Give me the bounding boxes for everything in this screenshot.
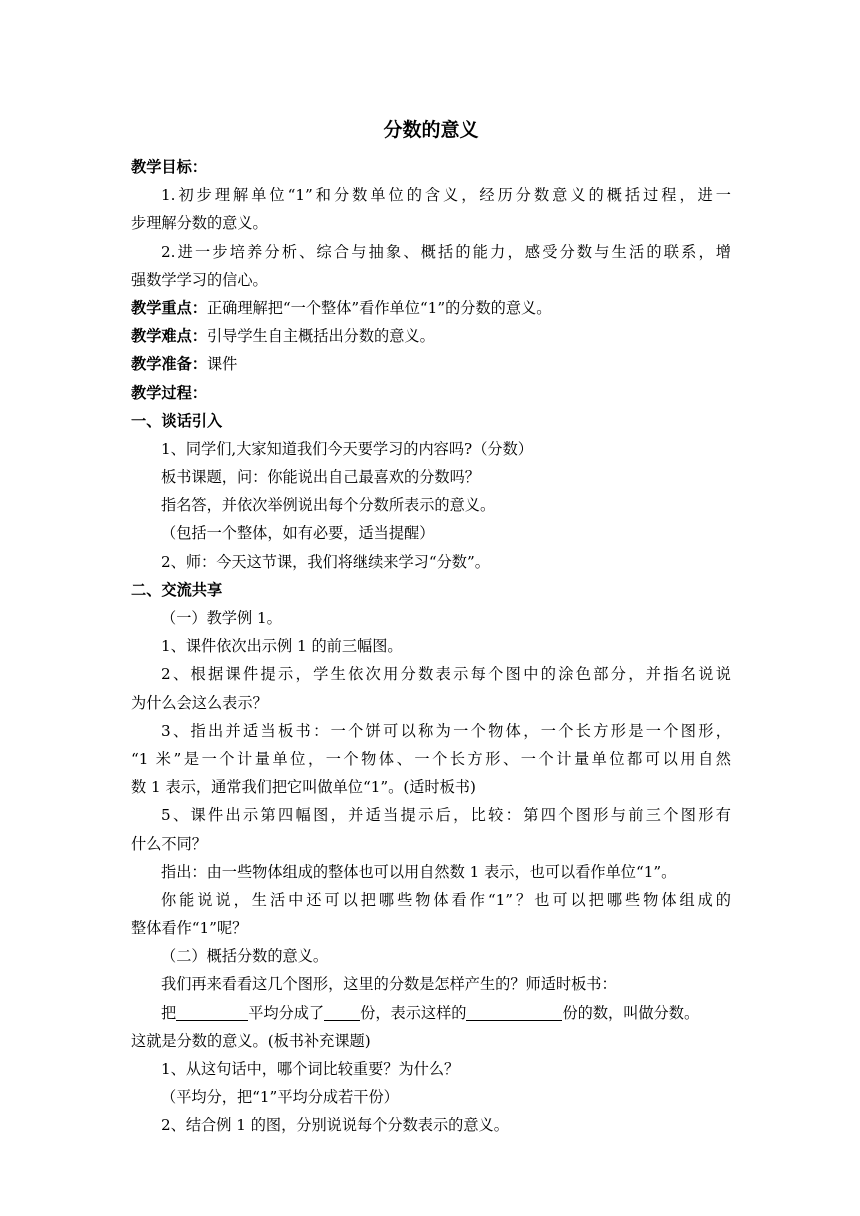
- section1-heading: 一、谈话引入: [131, 411, 223, 430]
- s1-paragraph1: 1、同学们,大家知道我们今天要学习的内容吗?（分数）: [161, 439, 533, 458]
- section2-heading: 二、交流共享: [131, 580, 223, 599]
- process-heading: [131, 379, 731, 407]
- blank-2: [324, 1002, 360, 1021]
- difficulty-label: 教学难点：: [131, 327, 207, 346]
- fill-text-d: 份的数，叫做分数。: [562, 1003, 700, 1022]
- fill-text-c: 份，表示这样的: [360, 1003, 467, 1022]
- prep-text: 课件: [206, 355, 238, 374]
- s2-subheading2: （二）概括分数的意义。: [161, 947, 329, 966]
- blank-1: [176, 1002, 248, 1021]
- s2-paragraph3-line2: “1 米”是一个计量单位，一个物体、一个长方形、一个计量单位都可以用自然: [131, 749, 731, 768]
- prep-label: 教学准备：: [131, 355, 207, 374]
- fill-text-a: 把: [161, 1003, 177, 1022]
- s2-paragraph2-line2: 为什么会这么表示？: [131, 693, 268, 712]
- page-title: 分数的意义: [383, 119, 479, 141]
- difficulty-text: 引导学生自主概括出分数的意义。: [206, 327, 435, 346]
- s2-paragraph6-line2: 整体看作“1”呢？: [131, 919, 248, 938]
- fill-in-definition: [131, 999, 731, 1027]
- document-body: [131, 113, 731, 1140]
- s2-paragraph1: 1、课件依次出示例 1 的前三幅图。: [161, 637, 403, 656]
- process-label: 教学过程：: [131, 383, 207, 402]
- s1-paragraph3: 指名答，并依次举例说出每个分数所表示的意义。: [161, 496, 496, 515]
- s2-paragraph3-line3: 数 1 表示，通常我们把它叫做单位“1”。(适时板书): [131, 778, 476, 797]
- s2-paragraph3-line1: 3、指出并适当板书：一个饼可以称为一个物体，一个长方形是一个图形，: [161, 721, 731, 740]
- difficulty: [131, 322, 731, 350]
- s2-answer1: （平均分，把“1”平均分成若干份）: [161, 1088, 399, 1107]
- s2-paragraph7: 我们再来看看这几个图形，这里的分数是怎样产生的？师适时板书：: [161, 975, 617, 994]
- key-point: [131, 294, 731, 322]
- key-label: 教学重点：: [131, 298, 207, 317]
- s2-paragraph4-line1: 5、课件出示第四幅图，并适当提示后，比较：第四个图形与前三个图形有: [161, 806, 731, 825]
- goals-label: 教学目标：: [131, 158, 207, 176]
- preparation: [131, 350, 731, 378]
- s2-paragraph4-line2: 什么不同？: [131, 834, 207, 853]
- s1-paragraph4: （包括一个整体，如有必要，适当提醒）: [161, 524, 435, 543]
- blank-3: [466, 1002, 562, 1021]
- s2-paragraph2-line1: 2、根据课件提示，学生依次用分数表示每个图中的涂色部分，并指名说说: [161, 665, 731, 684]
- key-text: 正确理解把“一个整体”看作单位“1”的分数的意义。: [206, 298, 552, 317]
- goal2-line2: 强数学学习的信心。: [131, 270, 268, 289]
- s1-paragraph5: 2、师：今天这节课，我们将继续来学习“分数”。: [161, 552, 490, 571]
- s2-question2: 2、结合例 1 的图，分别说说每个分数表示的意义。: [161, 1116, 509, 1135]
- s2-subheading1: （一）教学例 1。: [161, 609, 282, 627]
- goals-heading: [131, 153, 731, 181]
- s2-question1: 1、从这句话中，哪个词比较重要？为什么？: [161, 1060, 460, 1078]
- s2-paragraph8: 这就是分数的意义。(板书补充课题): [131, 1031, 371, 1050]
- goal1-line1: 1.初步理解单位“1”和分数单位的含义，经历分数意义的概括过程，进一: [161, 186, 731, 205]
- goal1-line2: 步理解分数的意义。: [131, 214, 268, 233]
- s2-paragraph5: 指出：由一些物体组成的整体也可以用自然数 1 表示，也可以看作单位“1”。: [161, 862, 677, 881]
- s1-paragraph2: 板书课题，问：你能说出自己最喜欢的分数吗？: [161, 468, 480, 487]
- fill-text-b: 平均分成了: [248, 1003, 325, 1022]
- goal2-line1: 2.进一步培养分析、综合与抽象、概括的能力，感受分数与生活的联系，增: [161, 242, 731, 261]
- s2-paragraph6-line1: 你能说说，生活中还可以把哪些物体看作“1”？也可以把哪些物体组成的: [161, 890, 731, 909]
